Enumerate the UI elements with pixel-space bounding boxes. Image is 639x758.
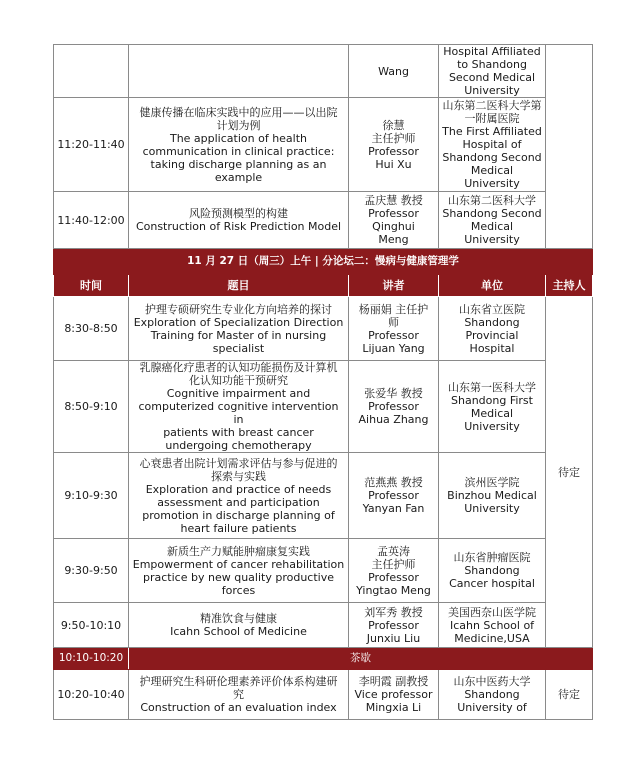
cell-line: Lijuan Yang xyxy=(362,341,425,355)
cell-line: promotion in discharge planning of xyxy=(142,508,335,522)
table-row xyxy=(54,670,593,720)
cell-line: Professor xyxy=(368,618,419,632)
speaker-cell xyxy=(349,45,439,98)
cell-line: Professor xyxy=(368,207,419,220)
cell-line: 师 xyxy=(388,315,399,329)
topic-cell xyxy=(129,603,349,648)
cell-line: Junxiu Liu xyxy=(366,631,421,645)
cell-line: 健康传播在临床实践中的应用——以出院 xyxy=(139,105,338,119)
cell-line: University xyxy=(464,84,520,97)
time-cell: 11:20-11:40 xyxy=(54,98,129,192)
cell-line: Cognitive impairment and xyxy=(166,387,311,400)
tea-break-time: 10:10-10:20 xyxy=(54,648,129,670)
table-row xyxy=(54,539,593,603)
cell-line: Empowerment of cancer rehabilitation xyxy=(132,557,345,571)
header-time: 时间 xyxy=(54,275,129,297)
cell-line: 山东省立医院 xyxy=(459,302,525,316)
cell-line: University of xyxy=(457,701,527,714)
speaker-cell xyxy=(349,361,439,453)
cell-line: The First Affiliated xyxy=(442,125,542,138)
cell-line: 乳腺癌化疗患者的认知功能损伤及计算机 xyxy=(139,361,338,374)
cell-line: Hospital of xyxy=(462,138,522,151)
cell-line: Wang xyxy=(378,64,409,78)
cell-line: 新质生产力赋能肿瘤康复实践 xyxy=(167,544,310,558)
cell-line: Medicine,USA xyxy=(454,631,530,645)
time-cell: 9:30-9:50 xyxy=(54,539,129,603)
schedule-table xyxy=(53,44,593,720)
cell-line: 范燕燕 教授 xyxy=(364,476,423,489)
cell-line: Professor xyxy=(368,489,419,502)
cell-line: Medical University xyxy=(464,220,520,246)
cell-line: patients with breast cancer xyxy=(163,426,314,439)
cell-line: practice by new quality productive xyxy=(143,570,334,584)
time-cell: 8:50-9:10 xyxy=(54,361,129,453)
cell-line: example xyxy=(214,170,263,184)
cell-line: University xyxy=(464,419,520,433)
speaker-cell xyxy=(349,539,439,603)
cell-line: Medical University xyxy=(464,164,520,190)
speaker-cell xyxy=(349,98,439,192)
cell-line: Binzhou Medical xyxy=(447,489,537,502)
cell-line: 护理研究生科研伦理素养评价体系构建研 xyxy=(139,675,338,688)
cell-line: Professor xyxy=(368,400,419,413)
header-speaker: 讲者 xyxy=(349,275,439,297)
header-row xyxy=(54,275,593,297)
cell-line: 张爱华 教授 xyxy=(364,387,423,400)
cell-line: to Shandong xyxy=(457,58,527,71)
cell-line: Shandong xyxy=(464,315,520,329)
cell-line: 一附属医院 xyxy=(464,112,520,125)
cell-line: 山东第一医科大学 xyxy=(448,380,536,394)
speaker-cell xyxy=(349,192,439,249)
time-cell xyxy=(54,45,129,98)
forum-banner: 11 月 27 日（周三）上午 | 分论坛二：慢病与健康管理学 xyxy=(54,249,593,275)
unit-cell xyxy=(439,603,546,648)
time-cell: 10:20-10:40 xyxy=(54,670,129,720)
cell-line: Shandong xyxy=(464,688,520,701)
forum-banner-row xyxy=(54,249,593,275)
cell-line: 孟庆慧 教授 xyxy=(364,194,423,207)
cell-line: Exploration and practice of needs xyxy=(145,482,332,496)
cell-line: Vice professor xyxy=(354,688,433,701)
time-cell: 11:40-12:00 xyxy=(54,192,129,249)
unit-cell xyxy=(439,192,546,249)
cell-line: Construction of an evaluation index xyxy=(140,701,337,714)
topic-cell xyxy=(129,670,349,720)
table-row xyxy=(54,45,593,98)
speaker-cell xyxy=(349,603,439,648)
cell-line: Second Medical xyxy=(448,71,536,84)
cell-line: communication in clinical practice: xyxy=(142,144,335,158)
host-cell: 待定 xyxy=(546,297,593,648)
unit-cell xyxy=(439,539,546,603)
cell-line: undergoing chemotherapy xyxy=(165,439,312,452)
cell-line: 山东第二医科大学 xyxy=(448,194,536,207)
cell-line: Exploration of Specialization Direction xyxy=(133,315,344,329)
cell-line: heart failure patients xyxy=(180,521,297,535)
cell-line: Training for Master of in nursing xyxy=(150,328,327,342)
cell-line: 心衰患者出院计划需求评估与参与促进的 xyxy=(139,456,338,470)
host-cell: 待定 xyxy=(546,670,593,720)
cell-line: forces xyxy=(221,583,256,597)
cell-line: 滨州医学院 xyxy=(464,476,520,489)
unit-cell xyxy=(439,361,546,453)
speaker-cell xyxy=(349,297,439,361)
cell-line: Shandong First xyxy=(451,393,533,407)
cell-line: Mingxia Li xyxy=(365,701,422,714)
cell-line: Icahn School of Medicine xyxy=(170,625,307,638)
cell-line: 精准饮食与健康 xyxy=(200,612,277,625)
cell-line: Professor xyxy=(368,328,419,342)
cell-line: Yingtao Meng xyxy=(356,583,431,597)
cell-line: Aihua Zhang xyxy=(358,413,429,426)
cell-line: 山东省肿瘤医院 xyxy=(453,551,531,564)
cell-line: The application of health xyxy=(169,131,308,145)
unit-cell xyxy=(439,297,546,361)
cell-line: 刘军秀 教授 xyxy=(364,605,423,619)
unit-cell xyxy=(439,45,546,98)
cell-line: Medical xyxy=(470,406,514,420)
table-row xyxy=(54,297,593,361)
cell-line: 计划为例 xyxy=(216,118,261,132)
topic-cell xyxy=(129,98,349,192)
cell-line: Shandong Second xyxy=(442,151,542,164)
cell-line: specialist xyxy=(212,341,265,355)
cell-line: Professor xyxy=(368,144,419,158)
header-host: 主持人 xyxy=(546,275,593,297)
cell-line: Shandong Second xyxy=(442,207,542,220)
tea-break-label: 茶歇 xyxy=(129,648,593,670)
cell-line: Professor xyxy=(368,570,419,584)
time-cell: 8:30-8:50 xyxy=(54,297,129,361)
cell-line: 风险预测模型的构建 xyxy=(189,207,288,220)
cell-line: 杨丽娟 主任护 xyxy=(358,302,429,316)
topic-cell xyxy=(129,192,349,249)
cell-line: 美国西奈山医学院 xyxy=(448,605,536,619)
unit-cell xyxy=(439,670,546,720)
cell-line: computerized cognitive intervention in xyxy=(138,400,339,426)
tea-break-row xyxy=(54,648,593,670)
cell-line: Icahn School of xyxy=(449,618,535,632)
cell-line: Cancer hospital xyxy=(449,577,535,590)
time-cell: 9:50-10:10 xyxy=(54,603,129,648)
header-unit: 单位 xyxy=(439,275,546,297)
cell-line: Provincial xyxy=(465,328,519,342)
cell-line: 探索与实践 xyxy=(211,469,266,483)
cell-line: Qinghui xyxy=(372,220,415,233)
unit-cell xyxy=(439,98,546,192)
speaker-cell xyxy=(349,453,439,539)
table-row xyxy=(54,453,593,539)
topic-cell xyxy=(129,297,349,361)
cell-line: Hospital Affiliated xyxy=(443,45,541,58)
cell-line: Hui Xu xyxy=(375,157,412,171)
cell-line: taking discharge planning as an xyxy=(150,157,327,171)
topic-cell xyxy=(129,539,349,603)
cell-line: 化认知功能干预研究 xyxy=(189,374,288,387)
cell-line: Construction of Risk Prediction Model xyxy=(135,220,342,233)
table-row xyxy=(54,192,593,249)
cell-line: Meng xyxy=(378,233,409,246)
cell-line: University xyxy=(464,502,520,515)
cell-line: 主任护师 xyxy=(371,131,416,145)
cell-line: 孟英涛 xyxy=(377,544,410,558)
unit-cell xyxy=(439,453,546,539)
cell-line: 李明霞 副教授 xyxy=(358,675,429,688)
header-topic: 题目 xyxy=(129,275,349,297)
table-row xyxy=(54,361,593,453)
host-cell xyxy=(546,45,593,249)
topic-cell xyxy=(129,453,349,539)
cell-line: Hospital xyxy=(469,341,515,355)
cell-line: 山东第二医科大学第 xyxy=(442,99,542,112)
speaker-cell xyxy=(349,670,439,720)
cell-line: 徐慧 xyxy=(382,118,405,132)
table-row xyxy=(54,603,593,648)
topic-cell xyxy=(129,361,349,453)
table-row xyxy=(54,98,593,192)
cell-line: 主任护师 xyxy=(371,557,416,571)
cell-line: assessment and participation xyxy=(157,495,320,509)
topic-cell xyxy=(129,45,349,98)
cell-line: 山东中医药大学 xyxy=(453,675,531,688)
time-cell: 9:10-9:30 xyxy=(54,453,129,539)
cell-line: Yanyan Fan xyxy=(362,502,425,515)
cell-line: Shandong xyxy=(464,564,520,577)
cell-line: 护理专硕研究生专业化方向培养的探讨 xyxy=(145,302,332,316)
cell-line: 究 xyxy=(233,688,244,701)
